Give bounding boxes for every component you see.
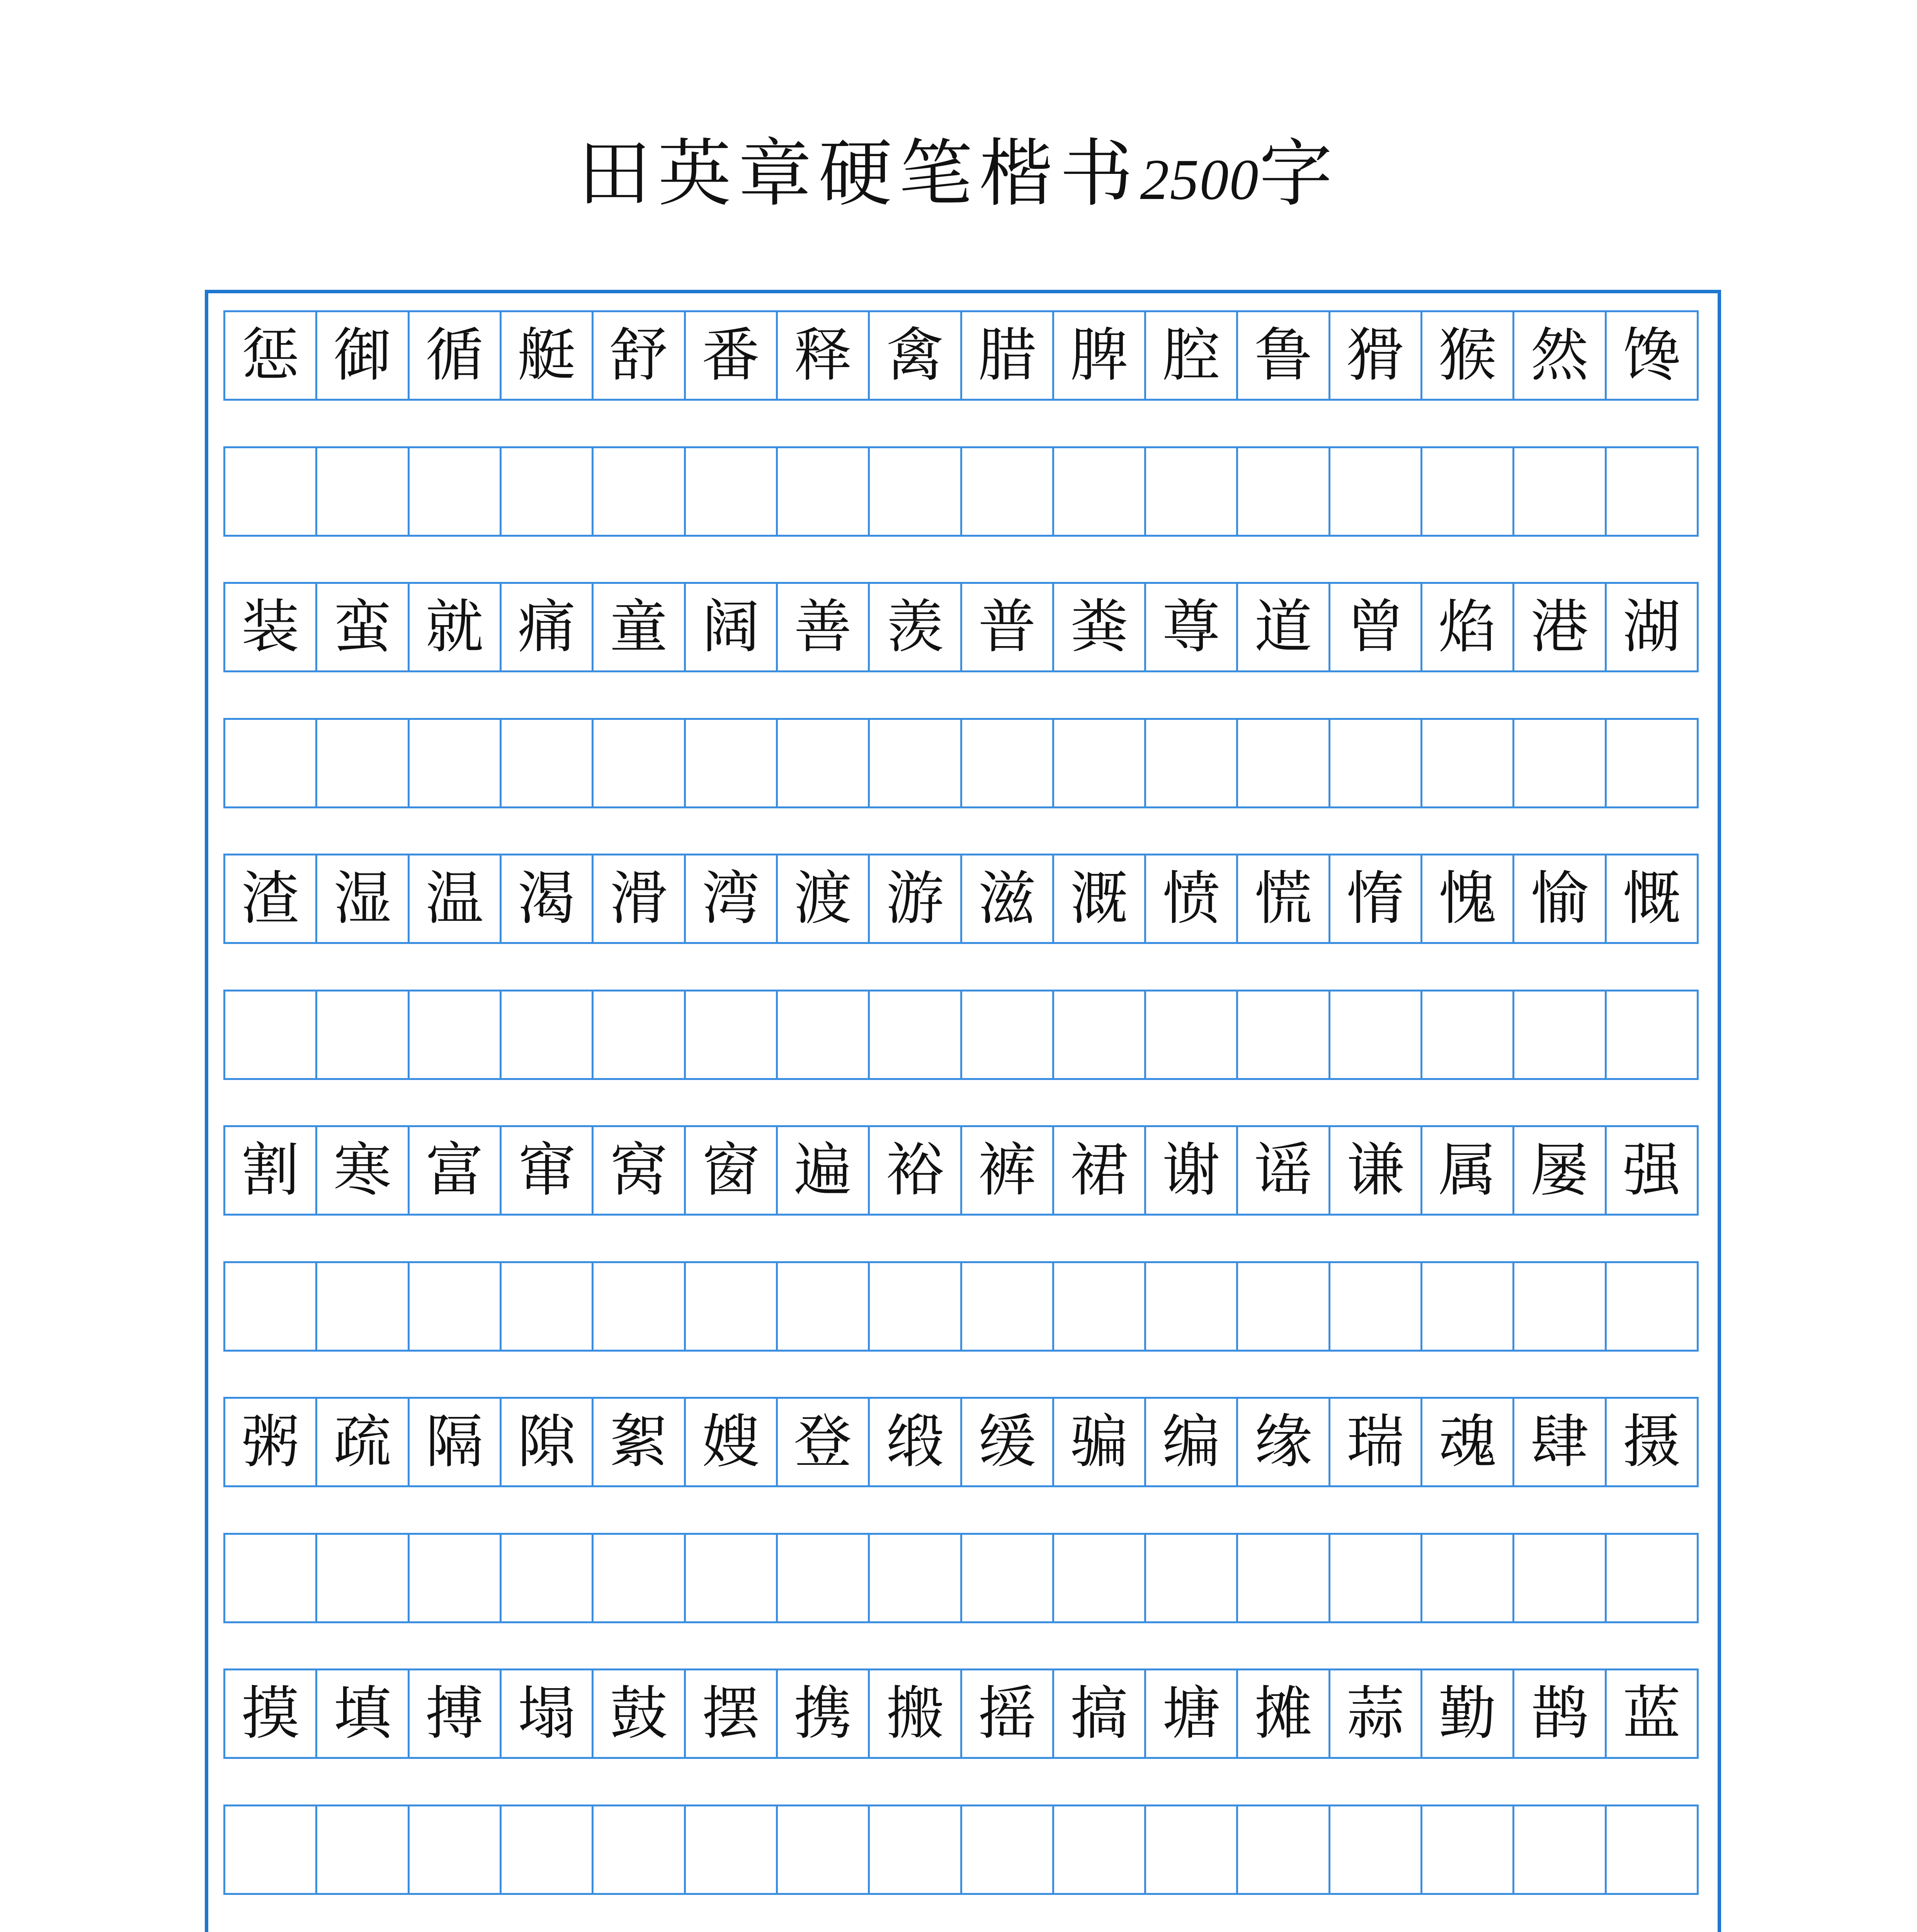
blank-practice-cell[interactable] [1054,720,1146,806]
character-cell: 惰 [1330,855,1422,942]
character-cell: 腔 [1146,312,1238,399]
character-cell: 愉 [1514,855,1606,942]
blank-practice-cell[interactable] [778,992,870,1078]
character-cell: 窝 [594,1127,685,1214]
character-row [223,582,1699,672]
character-cell: 魂 [1422,1399,1514,1485]
blank-practice-cell[interactable] [962,720,1054,806]
character-cell: 番 [686,312,778,399]
blank-practice-cell[interactable] [686,1263,778,1350]
blank-practice-cell[interactable] [1330,720,1422,806]
blank-practice-cell[interactable] [502,1535,594,1621]
character-cell: 疏 [317,1399,409,1485]
blank-practice-cell[interactable] [502,992,594,1078]
blank-practice-cell[interactable] [962,1806,1054,1893]
blank-practice-cell[interactable] [1514,720,1606,806]
character-cell: 装 [225,584,317,670]
character-cell: 阔 [686,584,778,670]
character-cell: 谣 [1238,1127,1330,1214]
practice-row [223,990,1699,1080]
character-cell: 粥 [225,1399,317,1485]
character-row [223,1668,1699,1759]
blank-practice-cell[interactable] [1514,1263,1606,1350]
character-cell: 鹊 [1514,1670,1606,1757]
blank-practice-cell[interactable] [410,1263,502,1350]
blank-practice-cell[interactable] [1146,720,1238,806]
character-cell: 湾 [686,855,778,942]
blank-practice-cell[interactable] [1054,992,1146,1078]
blank-practice-cell[interactable] [1054,1806,1146,1893]
blank-practice-cell[interactable] [1330,1535,1422,1621]
character-cell: 谢 [1146,1127,1238,1214]
character-cell: 善 [778,584,870,670]
practice-row [223,718,1699,808]
character-cell: 普 [962,584,1054,670]
character-cell: 塘 [1146,1670,1238,1757]
character-cell: 摸 [225,1670,317,1757]
blank-practice-cell[interactable] [502,1263,594,1350]
character-cell: 裙 [1054,1127,1146,1214]
blank-practice-cell[interactable] [870,448,962,535]
character-cell: 缎 [870,1399,962,1485]
character-row [223,854,1699,944]
blank-practice-cell[interactable] [1146,1263,1238,1350]
blank-practice-cell[interactable] [1607,1263,1697,1350]
blank-practice-cell[interactable] [594,720,685,806]
character-cell: 释 [778,312,870,399]
character-cell: 愤 [1146,855,1238,942]
practice-row [223,1261,1699,1352]
blank-practice-cell[interactable] [317,1535,409,1621]
character-cell: 隔 [410,1399,502,1485]
blank-practice-cell[interactable] [410,992,502,1078]
blank-practice-cell[interactable] [1238,1263,1330,1350]
character-cell: 遍 [778,1127,870,1214]
character-cell: 携 [778,1670,870,1757]
blank-practice-cell[interactable] [778,1263,870,1350]
blank-practice-cell[interactable] [962,448,1054,535]
blank-practice-cell[interactable] [1330,448,1422,535]
blank-practice-cell[interactable] [870,1535,962,1621]
blank-practice-cell[interactable] [686,992,778,1078]
blank-practice-cell[interactable] [1238,992,1330,1078]
character-cell: 搬 [870,1670,962,1757]
character-cell: 搞 [1054,1670,1146,1757]
title-prefix: 田英章硬笔楷书 [577,131,1140,216]
character-cell: 勤 [1422,1670,1514,1757]
blank-practice-cell[interactable] [502,720,594,806]
character-cell: 御 [317,312,409,399]
blank-practice-cell[interactable] [1422,992,1514,1078]
character-cell: 摊 [1238,1670,1330,1757]
blank-practice-cell[interactable] [410,1535,502,1621]
blank-practice-cell[interactable] [594,1535,685,1621]
character-cell: 瑞 [1330,1399,1422,1485]
blank-practice-cell[interactable] [962,1535,1054,1621]
character-cell: 湖 [1623,594,1681,661]
character-cell: 寒 [317,1127,409,1214]
blank-practice-cell[interactable] [1607,720,1697,806]
character-cell: 嫂 [686,1399,778,1485]
character-cell: 渴 [502,855,594,942]
blank-practice-cell[interactable] [225,720,317,806]
blank-practice-cell[interactable] [1054,1263,1146,1350]
blank-practice-cell[interactable] [1146,992,1238,1078]
blank-practice-cell[interactable] [594,1806,685,1893]
practice-row [223,1533,1699,1623]
blank-practice-cell[interactable] [317,1806,409,1893]
blank-practice-cell[interactable] [686,1806,778,1893]
character-cell: 猾 [1330,312,1422,399]
blank-practice-cell[interactable] [778,720,870,806]
character-cell: 禽 [870,312,962,399]
character-cell: 蒜 [1330,1670,1422,1757]
blank-practice-cell[interactable] [594,448,685,535]
blank-practice-cell[interactable] [410,1806,502,1893]
blank-practice-cell[interactable] [317,992,409,1078]
character-cell: 摄 [1623,1408,1681,1476]
character-cell: 港 [1514,584,1606,670]
character-row [223,1125,1699,1216]
character-cell: 鼓 [594,1670,685,1757]
character-cell: 馋 [1623,322,1681,389]
character-cell: 摆 [686,1670,778,1757]
character-cell: 温 [410,855,502,942]
blank-practice-cell[interactable] [870,992,962,1078]
character-cell: 焰 [1422,584,1514,670]
character-cell: 割 [225,1127,317,1214]
character-cell: 惩 [225,312,317,399]
blank-practice-cell[interactable] [1422,448,1514,535]
blank-practice-cell[interactable] [1330,992,1422,1078]
blank-practice-cell[interactable] [410,448,502,535]
character-cell: 屡 [1514,1127,1606,1214]
character-row [223,310,1699,401]
blank-practice-cell[interactable] [225,1535,317,1621]
character-cell: 窗 [686,1127,778,1214]
character-cell: 编 [1146,1399,1238,1485]
character-cell: 摇 [962,1670,1054,1757]
blank-practice-cell[interactable] [410,720,502,806]
blank-practice-cell[interactable] [962,992,1054,1078]
character-cell: 蛮 [317,584,409,670]
blank-practice-cell[interactable] [225,992,317,1078]
blank-practice-cell[interactable] [1607,448,1697,535]
character-cell: 登 [778,1399,870,1485]
blank-practice-cell[interactable] [1422,1806,1514,1893]
character-cell: 渡 [778,855,870,942]
character-cell: 属 [1422,1127,1514,1214]
character-cell: 循 [410,312,502,399]
blank-practice-cell[interactable] [502,448,594,535]
character-cell: 就 [410,584,502,670]
practice-row [223,446,1699,537]
blank-practice-cell[interactable] [778,448,870,535]
blank-practice-cell[interactable] [317,1263,409,1350]
blank-practice-cell[interactable] [1238,1806,1330,1893]
blank-practice-cell[interactable] [1146,448,1238,535]
practice-row [223,1804,1699,1895]
title-number: 2500 [1140,148,1259,212]
page-title [0,128,1917,220]
character-cell: 缘 [1238,1399,1330,1485]
character-row [223,1397,1699,1487]
character-cell: 骗 [1054,1399,1146,1485]
character-cell: 滑 [594,855,685,942]
character-cell: 腊 [962,312,1054,399]
character-cell: 蓝 [1623,1680,1681,1747]
character-cell: 渣 [225,855,317,942]
blank-practice-cell[interactable] [1514,448,1606,535]
character-cell: 溉 [1054,855,1146,942]
blank-practice-cell[interactable] [1146,1806,1238,1893]
blank-practice-cell[interactable] [1238,1535,1330,1621]
character-cell: 搏 [410,1670,502,1757]
character-cell: 絮 [594,1399,685,1485]
blank-practice-cell[interactable] [1238,720,1330,806]
blank-practice-cell[interactable] [225,1806,317,1893]
blank-practice-cell[interactable] [594,1263,685,1350]
character-cell: 鲁 [1238,312,1330,399]
blank-practice-cell[interactable] [870,1263,962,1350]
blank-practice-cell[interactable] [1330,1263,1422,1350]
character-cell: 脾 [1054,312,1146,399]
character-cell: 然 [1514,312,1606,399]
blank-practice-cell[interactable] [1514,1806,1606,1893]
character-cell: 富 [410,1127,502,1214]
blank-practice-cell[interactable] [1238,448,1330,535]
character-cell: 肆 [1514,1399,1606,1485]
blank-practice-cell[interactable] [594,992,685,1078]
character-cell: 痛 [502,584,594,670]
blank-practice-cell[interactable] [1146,1535,1238,1621]
blank-practice-cell[interactable] [1054,448,1146,535]
character-cell: 游 [870,855,962,942]
character-cell: 谦 [1330,1127,1422,1214]
blank-practice-cell[interactable] [962,1263,1054,1350]
blank-practice-cell[interactable] [1054,1535,1146,1621]
blank-practice-cell[interactable] [686,1535,778,1621]
character-cell: 愧 [1422,855,1514,942]
blank-practice-cell[interactable] [1607,1806,1697,1893]
blank-practice-cell[interactable] [1514,992,1606,1078]
character-cell: 羡 [870,584,962,670]
blank-practice-cell[interactable] [502,1806,594,1893]
character-cell: 窜 [502,1127,594,1214]
blank-practice-cell[interactable] [686,448,778,535]
character-cell: 强 [1623,1137,1681,1204]
character-cell: 滋 [962,855,1054,942]
character-cell: 缓 [962,1399,1054,1485]
blank-practice-cell[interactable] [1422,720,1514,806]
blank-practice-cell[interactable] [1422,1535,1514,1621]
character-cell: 道 [1238,584,1330,670]
character-cell: 舒 [594,312,685,399]
character-cell: 艇 [502,312,594,399]
blank-practice-cell[interactable] [1422,1263,1514,1350]
character-cell: 粪 [1054,584,1146,670]
blank-practice-cell[interactable] [778,1806,870,1893]
title-suffix: 字 [1259,131,1340,216]
character-cell: 曾 [1330,584,1422,670]
blank-practice-cell[interactable] [1330,1806,1422,1893]
blank-practice-cell[interactable] [778,1535,870,1621]
blank-practice-cell[interactable] [686,720,778,806]
character-cell: 塌 [502,1670,594,1757]
blank-practice-cell[interactable] [317,720,409,806]
character-cell: 湿 [317,855,409,942]
blank-practice-cell[interactable] [870,720,962,806]
blank-practice-cell[interactable] [870,1806,962,1893]
character-cell: 裕 [870,1127,962,1214]
blank-practice-cell[interactable] [1607,1535,1697,1621]
blank-practice-cell[interactable] [225,448,317,535]
character-cell: 填 [317,1670,409,1757]
character-cell: 尊 [1146,584,1238,670]
character-cell: 猴 [1422,312,1514,399]
character-cell: 隙 [502,1399,594,1485]
blank-practice-cell[interactable] [225,1263,317,1350]
character-cell: 慨 [1623,865,1681,932]
blank-practice-cell[interactable] [1514,1535,1606,1621]
blank-practice-cell[interactable] [1607,992,1697,1078]
character-cell: 慌 [1238,855,1330,942]
character-cell: 裤 [962,1127,1054,1214]
character-cell: 童 [594,584,685,670]
blank-practice-cell[interactable] [317,448,409,535]
